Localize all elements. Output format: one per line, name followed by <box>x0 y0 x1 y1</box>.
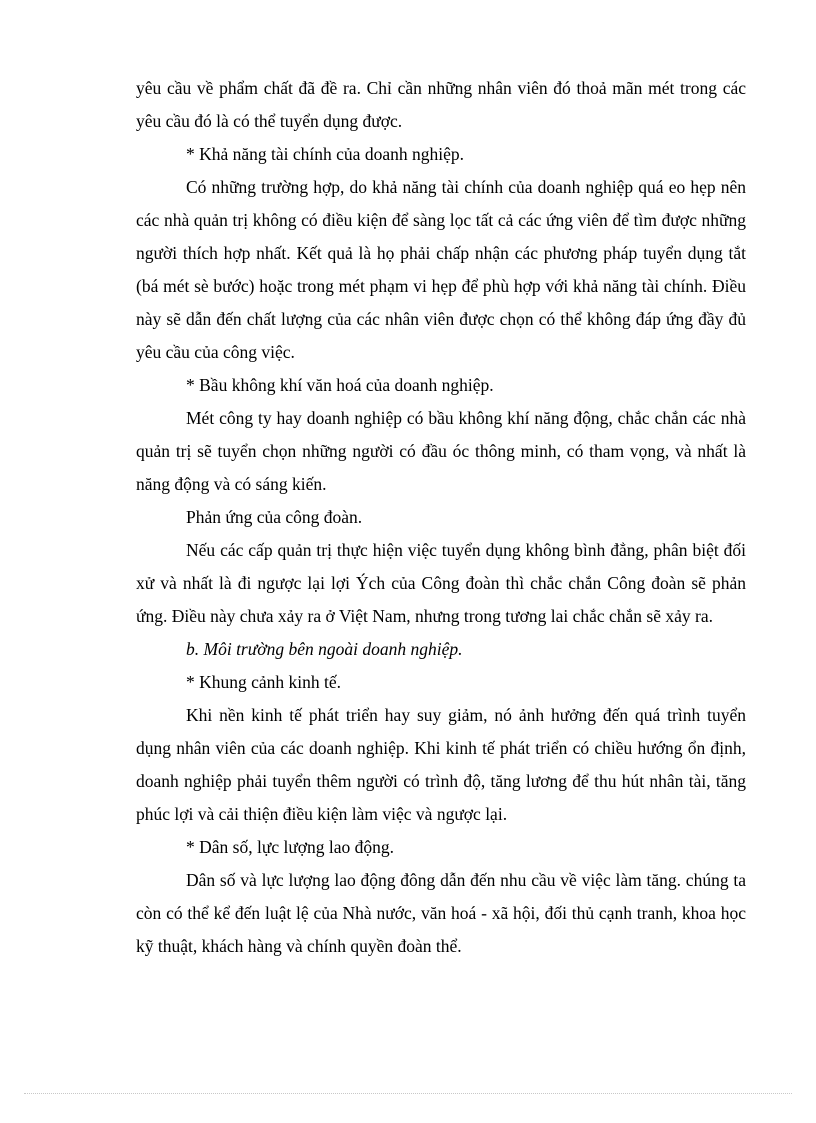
paragraph-economic-context: Khi nền kinh tế phát triển hay suy giảm, nó ảnh hưởng đến quá trình tuyển dụng nhân viên của các doanh nghiệp. Khi kinh tế phát triển có chiều hướng ổn định, doanh nghiệp phải tuyển thêm người có trình độ, tăng lương để thu hút nhân tài, tăng phúc lợi và cải thiện điều kiện làm việc và ngược lại. <box>136 705 746 824</box>
paragraph-population-labor: Dân số và lực lượng lao động đông dẫn đến nhu cầu về việc làm tăng. chúng ta còn có thể kể đến luật lệ của Nhà nước, văn hoá - xã hội, đối thủ cạnh tranh, khoa học kỹ thuật, khách hàng và chính quyền đoàn thể. <box>136 870 746 956</box>
section-heading-external-environment: b. Môi trường bên ngoài doanh nghiệp. <box>186 639 463 659</box>
heading-cultural-atmosphere: * Bầu không khí văn hoá của doanh nghiệp. <box>186 375 494 395</box>
heading-population-labor: * Dân số, lực lượng lao động. <box>186 837 395 857</box>
page-footer-divider <box>24 1093 792 1094</box>
paragraph-cultural-atmosphere: Mét công ty hay doanh nghiệp có bầu không khí năng động, chắc chắn các nhà quản trị sẽ tuyển chọn những người có đầu óc thông minh, có tham vọng, và nhất là năng động và có sáng kiến. <box>136 408 746 494</box>
paragraph-1: yêu cầu về phẩm chất đã đề ra. Chỉ cần những nhân viên đó thoả mãn mét trong các yêu cầu đó là có thể tuyển dụng được. <box>136 78 746 131</box>
heading-financial-capacity: * Khả năng tài chính của doanh nghiệp. <box>186 144 464 164</box>
heading-union-reaction: Phản ứng của công đoàn. <box>186 507 363 527</box>
heading-economic-context: * Khung cảnh kinh tế. <box>186 672 342 692</box>
document-page <box>136 72 746 963</box>
paragraph-financial-capacity: Có những trường hợp, do khả năng tài chính của doanh nghiệp quá eo hẹp nên các nhà quản trị không có điều kiện để sàng lọc tất cả các ứng viên để tìm được những người thích hợp nhất. Kết quả là họ phải chấp nhận các phương pháp tuyển dụng tắt (bá mét sè bước) hoặc trong mét phạm vi hẹp để phù hợp với khả năng tài chính. Điều này sẽ dẫn đến chất lượng của các nhân viên được chọn có thể không đáp ứng đầy đủ yêu cầu của công việc. <box>136 177 746 362</box>
paragraph-union-reaction: Nếu các cấp quản trị thực hiện việc tuyển dụng không bình đẳng, phân biệt đối xử và nhất là đi ngược lại lợi Ých của Công đoàn thì chắc chắn Công đoàn sẽ phản ứng. Điều này chưa xảy ra ở Việt Nam, nhưng trong tương lai chắc chắn sẽ xảy ra. <box>136 540 746 626</box>
